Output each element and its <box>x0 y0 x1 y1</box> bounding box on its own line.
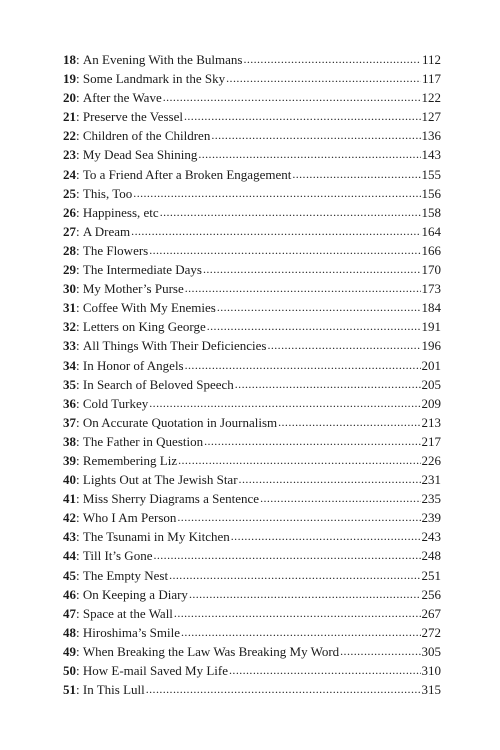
chapter-number: 39 <box>63 452 76 468</box>
page-number: 191 <box>421 319 441 335</box>
toc-entry[interactable] <box>63 165 441 184</box>
toc-entry[interactable] <box>63 432 441 451</box>
chapter-number: 45 <box>63 567 76 583</box>
chapter-title: The Intermediate Days <box>82 262 202 278</box>
toc-entry[interactable] <box>63 260 441 279</box>
page-number: 155 <box>421 166 441 182</box>
chapter-title: How E-mail Saved My Life <box>82 663 229 678</box>
chapter-title: On Accurate Quotation in Journalism <box>82 414 278 430</box>
chapter-number: 43 <box>63 529 76 545</box>
dot-leader <box>292 165 420 184</box>
toc-entry[interactable] <box>63 222 441 241</box>
chapter-number: 48 <box>63 624 76 640</box>
chapter-title: Who I Am Person <box>82 510 177 526</box>
toc-entry[interactable] <box>63 145 441 164</box>
chapter-number: 41 <box>63 491 76 507</box>
page-number: 205 <box>421 376 441 392</box>
chapter-number: 20 <box>63 90 76 106</box>
page-number: 310 <box>421 663 441 678</box>
toc-entry[interactable] <box>63 661 441 680</box>
toc-entry[interactable] <box>63 107 441 126</box>
dot-leader <box>260 489 420 508</box>
chapter-title: Happiness, etc <box>82 204 159 220</box>
dot-leader <box>204 432 420 451</box>
dot-leader <box>185 356 421 375</box>
number-separator: : <box>76 109 83 125</box>
number-separator: : <box>76 128 83 144</box>
chapter-title: After the Wave <box>82 90 162 106</box>
chapter-title: To a Friend After a Broken Engagement <box>82 166 292 182</box>
page-number: 217 <box>421 433 441 449</box>
chapter-title: In Honor of Angels <box>82 357 184 373</box>
chapter-number: 18 <box>63 52 76 67</box>
dot-leader <box>185 279 421 298</box>
toc-entry[interactable] <box>63 126 441 145</box>
chapter-number: 31 <box>63 300 76 316</box>
page-number: 213 <box>421 414 441 430</box>
dot-leader <box>178 451 420 470</box>
page-number: 143 <box>421 147 441 163</box>
toc-entry[interactable] <box>63 642 441 661</box>
toc-entry[interactable] <box>63 375 441 394</box>
chapter-title: The Flowers <box>82 242 149 258</box>
chapter-number: 47 <box>63 605 76 621</box>
number-separator: : <box>76 395 83 411</box>
chapter-title: Coffee With My Enemies <box>82 300 216 316</box>
chapter-title: The Empty Nest <box>82 567 169 583</box>
toc-entry[interactable] <box>63 527 441 546</box>
chapter-number: 22 <box>63 128 76 144</box>
toc-entry[interactable] <box>63 413 441 432</box>
number-separator: : <box>76 357 83 373</box>
chapter-number: 51 <box>63 682 76 698</box>
page-number: 122 <box>421 90 441 106</box>
dot-leader <box>163 88 421 107</box>
page-number: 127 <box>421 109 441 125</box>
chapter-title: Cold Turkey <box>82 395 149 411</box>
chapter-number: 19 <box>63 71 76 87</box>
chapter-number: 33 <box>63 338 76 354</box>
chapter-number: 40 <box>63 472 76 488</box>
toc-entry[interactable] <box>63 585 441 604</box>
number-separator: : <box>76 643 83 659</box>
chapter-number: 27 <box>63 223 76 239</box>
toc-entry[interactable] <box>63 680 441 699</box>
dot-leader <box>217 298 421 317</box>
chapter-title: Some Landmark in the Sky <box>82 71 226 87</box>
number-separator: : <box>76 472 83 488</box>
toc-entry[interactable] <box>63 69 441 88</box>
dot-leader <box>169 566 420 585</box>
page-number: 196 <box>421 338 441 354</box>
number-separator: : <box>76 510 83 526</box>
number-separator: : <box>76 166 83 182</box>
toc-entry[interactable] <box>63 356 441 375</box>
dot-leader <box>153 546 420 565</box>
page-number: 173 <box>421 281 441 297</box>
dot-leader <box>207 317 421 336</box>
chapter-number: 32 <box>63 319 76 335</box>
number-separator: : <box>76 300 83 316</box>
number-separator: : <box>76 586 83 602</box>
chapter-title: In This Lull <box>82 682 145 698</box>
page-number: 272 <box>421 624 441 640</box>
toc-entry[interactable] <box>63 336 441 355</box>
number-separator: : <box>76 90 83 106</box>
page-number: 112 <box>421 52 441 67</box>
chapter-title: Hiroshima’s Smile <box>82 624 181 640</box>
page-number: 201 <box>421 357 441 373</box>
number-separator: : <box>76 204 83 220</box>
chapter-number: 34 <box>63 357 76 373</box>
chapter-number: 42 <box>63 510 76 526</box>
chapter-title: This, Too <box>82 185 133 201</box>
page-number: 248 <box>421 548 441 564</box>
chapter-number: 50 <box>63 663 76 678</box>
number-separator: : <box>76 624 83 640</box>
chapter-title: Miss Sherry Diagrams a Sentence <box>82 491 260 507</box>
dot-leader <box>229 661 420 680</box>
chapter-number: 37 <box>63 414 76 430</box>
number-separator: : <box>76 548 83 564</box>
chapter-title: Space at the Wall <box>82 605 173 621</box>
dot-leader <box>340 642 420 661</box>
dot-leader <box>146 680 421 699</box>
toc-entry[interactable] <box>63 508 441 527</box>
toc-entry[interactable] <box>63 623 441 642</box>
toc-entry[interactable] <box>63 279 441 298</box>
chapter-title: Preserve the Vessel <box>82 109 183 125</box>
chapter-title: The Tsunami in My Kitchen <box>82 529 230 545</box>
page-number: 231 <box>421 472 441 488</box>
number-separator: : <box>76 567 83 583</box>
number-separator: : <box>76 663 83 678</box>
chapter-title: On Keeping a Diary <box>82 586 188 602</box>
chapter-number: 35 <box>63 376 76 392</box>
dot-leader <box>160 203 421 222</box>
page-number: 164 <box>421 223 441 239</box>
dot-leader <box>149 241 420 260</box>
dot-leader <box>189 585 421 604</box>
page-number: 156 <box>421 185 441 201</box>
number-separator: : <box>76 682 83 698</box>
number-separator: : <box>76 223 83 239</box>
toc-entry[interactable] <box>63 394 441 413</box>
chapter-number: 26 <box>63 204 76 220</box>
toc-entry[interactable] <box>63 470 441 489</box>
chapter-number: 44 <box>63 548 76 564</box>
number-separator: : <box>76 529 83 545</box>
page-number: 243 <box>421 529 441 545</box>
page-number: 256 <box>421 586 441 602</box>
dot-leader <box>181 623 420 642</box>
page-number: 166 <box>421 242 441 258</box>
chapter-number: 49 <box>63 643 76 659</box>
dot-leader <box>239 470 421 489</box>
number-separator: : <box>76 147 83 163</box>
toc-entry[interactable] <box>63 317 441 336</box>
toc-entry[interactable] <box>63 184 441 203</box>
toc-entry[interactable] <box>63 50 441 69</box>
toc-entry[interactable] <box>63 241 441 260</box>
dot-leader <box>149 394 420 413</box>
chapter-number: 30 <box>63 281 76 297</box>
number-separator: : <box>76 262 83 278</box>
dot-leader <box>177 508 420 527</box>
page-number: 239 <box>421 510 441 526</box>
number-separator: : <box>76 319 83 335</box>
table-of-contents <box>63 50 441 699</box>
dot-leader <box>133 184 420 203</box>
number-separator: : <box>76 52 83 67</box>
page-number: 184 <box>421 300 441 316</box>
chapter-number: 25 <box>63 185 76 201</box>
dot-leader <box>198 145 420 164</box>
toc-entry[interactable] <box>63 566 441 585</box>
chapter-number: 23 <box>63 147 76 163</box>
chapter-number: 24 <box>63 166 76 182</box>
page-number: 251 <box>421 567 441 583</box>
toc-entry[interactable] <box>63 546 441 565</box>
page-number: 117 <box>421 71 441 87</box>
toc-entry[interactable] <box>63 451 441 470</box>
chapter-title: When Breaking the Law Was Breaking My Word <box>82 643 340 659</box>
page-number: 170 <box>421 262 441 278</box>
chapter-title: Children of the Children <box>82 128 211 144</box>
dot-leader <box>243 50 421 69</box>
chapter-title: A Dream <box>82 223 131 239</box>
dot-leader <box>203 260 421 279</box>
chapter-number: 36 <box>63 395 76 411</box>
chapter-title: Remembering Liz <box>82 452 178 468</box>
chapter-title: The Father in Question <box>82 433 204 449</box>
dot-leader <box>184 107 421 126</box>
page-number: 235 <box>421 491 441 507</box>
chapter-title: All Things With Their Deficiencies <box>82 338 267 354</box>
page-number: 305 <box>421 643 441 659</box>
page-number: 158 <box>421 204 441 220</box>
page-number: 267 <box>421 605 441 621</box>
toc-entry[interactable] <box>63 298 441 317</box>
toc-entry[interactable] <box>63 489 441 508</box>
chapter-title: Till It’s Gone <box>82 548 153 564</box>
page-number: 315 <box>421 682 441 698</box>
chapter-number: 21 <box>63 109 76 125</box>
number-separator: : <box>76 242 83 258</box>
page-number: 136 <box>421 128 441 144</box>
number-separator: : <box>76 71 83 87</box>
number-separator: : <box>76 433 83 449</box>
chapter-title: Lights Out at The Jewish Star <box>82 472 238 488</box>
chapter-title: My Mother’s Purse <box>82 281 184 297</box>
page-number: 226 <box>421 452 441 468</box>
dot-leader <box>235 375 421 394</box>
toc-entry[interactable] <box>63 88 441 107</box>
dot-leader <box>211 126 420 145</box>
number-separator: : <box>76 376 83 392</box>
number-separator: : <box>76 281 83 297</box>
number-separator: : <box>76 491 83 507</box>
chapter-number: 29 <box>63 262 76 278</box>
number-separator: : <box>76 338 83 354</box>
chapter-title: In Search of Beloved Speech <box>82 376 234 392</box>
number-separator: : <box>76 185 83 201</box>
chapter-number: 46 <box>63 586 76 602</box>
dot-leader <box>267 336 420 355</box>
toc-entry[interactable] <box>63 604 441 623</box>
chapter-title: Letters on King George <box>82 319 206 335</box>
chapter-number: 38 <box>63 433 76 449</box>
chapter-title: An Evening With the Bulmans <box>82 52 243 67</box>
number-separator: : <box>76 605 83 621</box>
number-separator: : <box>76 452 83 468</box>
number-separator: : <box>76 414 83 430</box>
page-number: 209 <box>421 395 441 411</box>
dot-leader <box>131 222 420 241</box>
dot-leader <box>174 604 421 623</box>
chapter-number: 28 <box>63 242 76 258</box>
chapter-title: My Dead Sea Shining <box>82 147 198 163</box>
dot-leader <box>226 69 421 88</box>
dot-leader <box>231 527 421 546</box>
dot-leader <box>278 413 420 432</box>
toc-entry[interactable] <box>63 203 441 222</box>
